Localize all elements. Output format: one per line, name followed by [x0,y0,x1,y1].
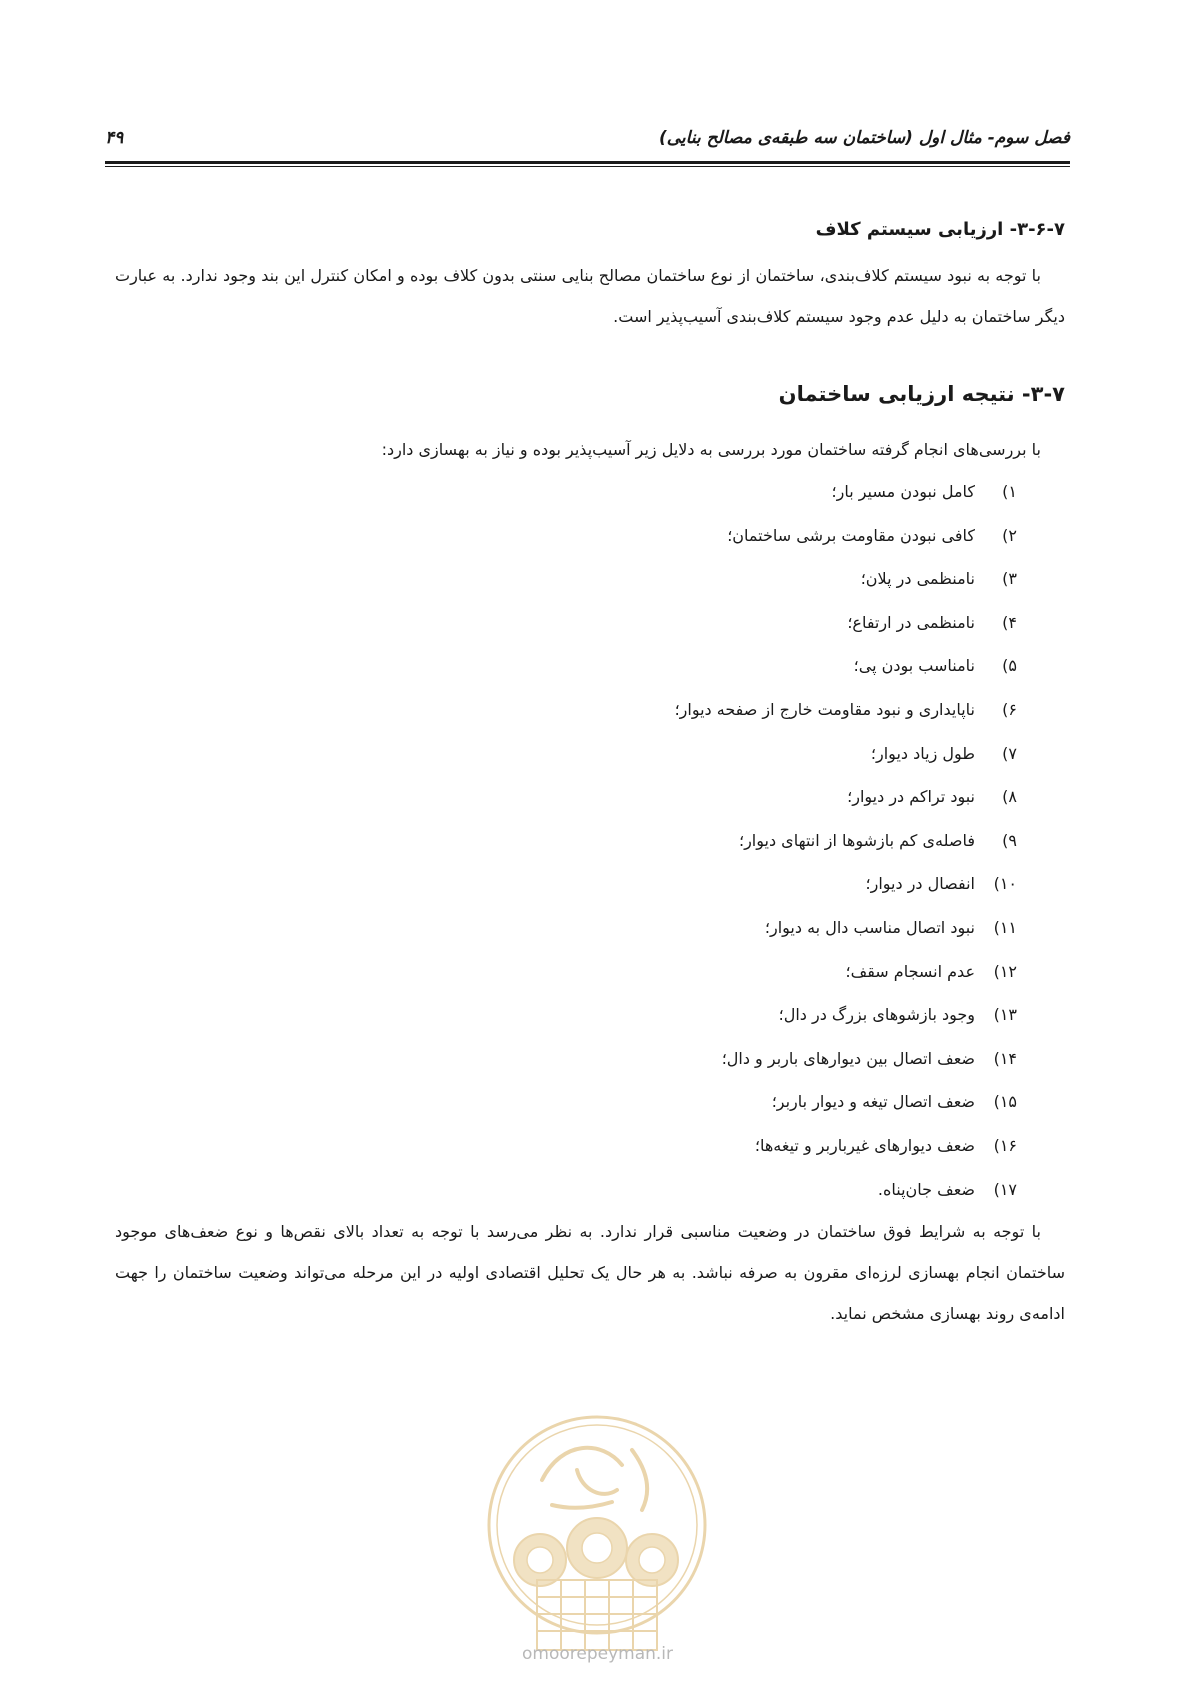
list-item-number: ۹) [1002,830,1017,850]
list-item-text: ناپایداری و نبود مقاومت خارج از صفحه دیوار؛ [674,699,975,719]
list-item-text: فاصله‌ی کم بازشوها از انتهای دیوار؛ [738,830,975,850]
list-item-number: ۷) [1002,743,1017,763]
list-item [115,819,1065,863]
list-item-number: ۱۵) [993,1092,1017,1112]
chapter-title: فصل سوم- مثال اول (ساختمان سه طبقه‌ی مصالح بنایی) [658,128,1070,148]
list-item [115,906,1065,950]
list-item [115,950,1065,994]
watermark-url: omoorepeyman.ir [521,1644,674,1664]
list-item-number: ۳) [1002,569,1017,589]
list-item-text: نامنظمی در ارتفاع؛ [847,612,975,632]
list-item-number: ۴) [1002,612,1017,632]
header-rule-thin [105,166,1070,167]
list-item [115,862,1065,906]
list-item [115,1124,1065,1168]
list-item-number: ۵) [1002,656,1017,676]
list-item-number: ۱۷) [993,1179,1017,1199]
list-item-number: ۱۳) [993,1005,1017,1025]
list-item-text: ضعف اتصال بین دیوارهای باربر و دال؛ [721,1048,975,1068]
list-item [115,644,1065,688]
list-item [115,514,1065,558]
watermark-logo [482,1410,712,1680]
list-item [115,601,1065,645]
paragraph-tie-system: با توجه به نبود سیستم کلاف‌بندی، ساختمان از نوع ساختمان مصالح بنایی سنتی بدون کلاف بوده و امکان کنترل این بند وجود ندارد. به عبارت دیگر ساختمان به دلیل عدم وجود سیستم کلاف‌بندی آسیب‌پذیر است. [115,266,1065,326]
header-rule [105,161,1070,164]
list-item-number: ۱) [1002,482,1017,501]
list-item [115,1168,1065,1212]
list-item-number: ۱۱) [993,917,1017,937]
paragraph-conclusion: با توجه به شرایط فوق ساختمان در وضعیت مناسبی قرار ندارد. به نظر می‌رسد با توجه به تعداد بالای نقص‌ها و نوع ضعف‌های موجود ساختمان انجام بهسازی لرزه‌ای مقرون به صرفه نباشد. به هر حال یک تحلیل اقتصادی اولیه در این مرحله می‌تواند وضعیت ساختمان را جهت ادامه‌ی روند بهسازی مشخص نماید. [115,1222,1065,1324]
list-item [115,732,1065,776]
list-item-text: انفصال در دیوار؛ [865,874,975,894]
list-item-number: ۸) [1002,787,1017,807]
list-item-number: ۲) [1002,525,1017,545]
list-item-text: کافی نبودن مقاومت برشی ساختمان؛ [727,525,975,545]
list-item-text: نبود تراکم در دیوار؛ [847,787,975,807]
list-item-text: کامل نبودن مسیر بار؛ [831,482,975,501]
list-item-text: ضعف دیوارهای غیرباربر و تیغه‌ها؛ [754,1135,975,1155]
section-heading-3-6-7: ۳-۶-۷- ارزیابی سیستم کلاف [815,219,1065,240]
list-item-text: نامنظمی در پلان؛ [860,569,975,589]
list-item-text: وجود بازشوهای بزرگ در دال؛ [778,1005,975,1025]
list-item-number: ۱۶) [993,1135,1017,1155]
deficiency-list [115,470,1065,1211]
list-item-text: نبود اتصال مناسب دال به دیوار؛ [764,917,975,937]
list-item-number: ۱۲) [993,961,1017,981]
list-item [115,775,1065,819]
list-item [115,1080,1065,1124]
main-content [115,215,1065,1334]
list-item-text: ضعف اتصال تیغه و دیوار باربر؛ [771,1092,975,1112]
list-item [115,557,1065,601]
list-item [115,993,1065,1037]
paragraph-intro: با بررسی‌های انجام گرفته ساختمان مورد بررسی به دلایل زیر آسیب‌پذیر بوده و نیاز به بهسازی دارد: [381,440,1041,459]
list-item [115,470,1065,514]
page-number: ۴۹ [105,128,124,148]
list-item-text: طول زیاد دیوار؛ [870,743,975,763]
list-item [115,688,1065,732]
running-header [105,128,1070,156]
list-item-number: ۱۴) [993,1048,1017,1068]
list-item-text: نامناسب بودن پی؛ [853,656,975,676]
list-item-number: ۱۰) [993,874,1017,894]
section-heading-3-7: ۳-۷- نتیجه ارزیابی ساختمان [778,382,1065,406]
list-item [115,1037,1065,1081]
list-item-text: عدم انسجام سقف؛ [845,961,975,981]
list-item-number: ۶) [1002,699,1017,719]
list-item-text: ضعف جان‌پناه. [877,1179,975,1199]
